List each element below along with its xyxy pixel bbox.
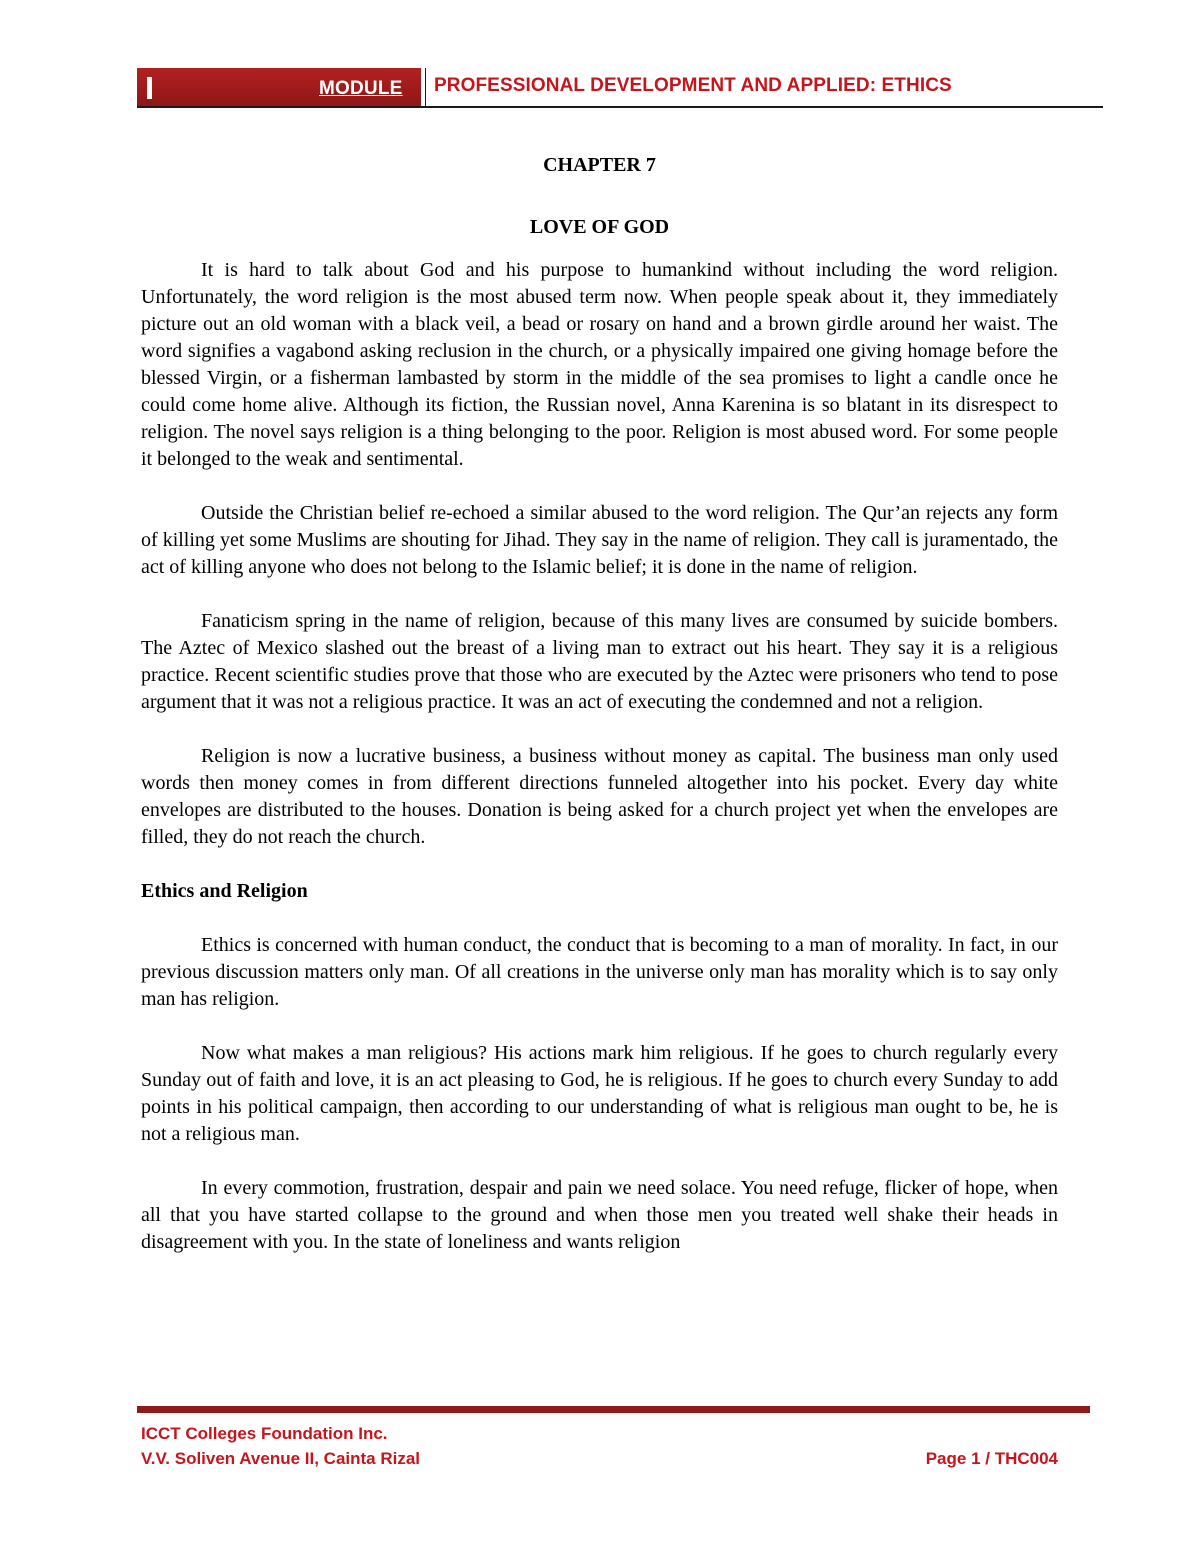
header-title: PROFESSIONAL DEVELOPMENT AND APPLIED: ETHICS bbox=[434, 75, 952, 96]
document-body bbox=[141, 152, 1058, 1256]
body-paragraph: It is hard to talk about God and his purpose to humankind without including the word religion. Unfortunately, the word religion is the most abused term now. When people speak about it, they immediately picture out an old woman with a black veil, a bead or rosary on hand and a brown girdle around her waist. The word signifies a vagabond asking reclusion in the church, or a physically impaired one giving homage before the blessed Virgin, or a fisherman lambasted by storm in the middle of the sea promises to light a candle once he could come home alive. Although its fiction, the Russian novel, Anna Karenina is so blatant in its disrespect to religion. The novel says religion is a thing belonging to the poor. Religion is most abused word. For some people it belonged to the weak and sentimental. bbox=[141, 259, 1058, 470]
footer-rule bbox=[137, 1406, 1090, 1413]
body-paragraph: Fanaticism spring in the name of religion, because of this many lives are consumed by suicide bombers. The Aztec of Mexico slashed out the breast of a living man to extract out his heart. They say it is a religious practice. Recent scientific studies prove that those who are executed by the Aztec were prisoners who tend to pose argument that it was not a religious practice. It was an act of executing the condemned and not a religion. bbox=[141, 610, 1058, 713]
section-heading: Ethics and Religion bbox=[141, 880, 308, 902]
body-paragraph: Religion is now a lucrative business, a business without money as capital. The business man only used words then money comes in from different directions funneled altogether into his pocket. Every day white envelopes are distributed to the houses. Donation is being asked for a church project yet when the envelopes are filled, they do not reach the church. bbox=[141, 745, 1058, 848]
module-label: MODULE bbox=[319, 78, 403, 99]
footer-address: V.V. Soliven Avenue II, Cainta Rizal bbox=[141, 1449, 421, 1468]
module-badge bbox=[137, 68, 421, 106]
chapter-number: CHAPTER 7 bbox=[543, 154, 656, 176]
chapter-title: LOVE OF GOD bbox=[529, 216, 670, 238]
footer-page-number: Page 1 / THC004 bbox=[925, 1449, 1058, 1468]
section-paragraph: Ethics is concerned with human conduct, the conduct that is becoming to a man of morality. In fact, in our previous discussion matters only man. Of all creations in the universe only man has morality which is to say only man has religion. bbox=[141, 934, 1058, 1010]
page-header bbox=[137, 68, 1103, 110]
module-badge-marker bbox=[147, 77, 152, 99]
section-paragraph: Now what makes a man religious? His actions mark him religious. If he goes to church regularly every Sunday out of faith and love, it is an act pleasing to God, he is religious. If he goes to church every Sunday to add points in his political campaign, then according to our understanding of what is religious man ought to be, he is not a religious man. bbox=[141, 1042, 1058, 1145]
section-paragraph: In every commotion, frustration, despair and pain we need solace. You need refuge, flicker of hope, when all that you have started collapse to the ground and when those men you treated well shake their heads in disagreement with you. In the state of loneliness and wants religion bbox=[141, 1177, 1058, 1253]
footer-institution: ICCT Colleges Foundation Inc. bbox=[141, 1424, 388, 1443]
header-rule bbox=[137, 106, 1103, 108]
header-divider bbox=[425, 68, 426, 108]
body-paragraph: Outside the Christian belief re-echoed a similar abused to the word religion. The Qur’an rejects any form of killing yet some Muslims are shouting for Jihad. They say in the name of religion. They call is juramentado, the act of killing anyone who does not belong to the Islamic belief; it is done in the name of religion. bbox=[141, 502, 1058, 578]
